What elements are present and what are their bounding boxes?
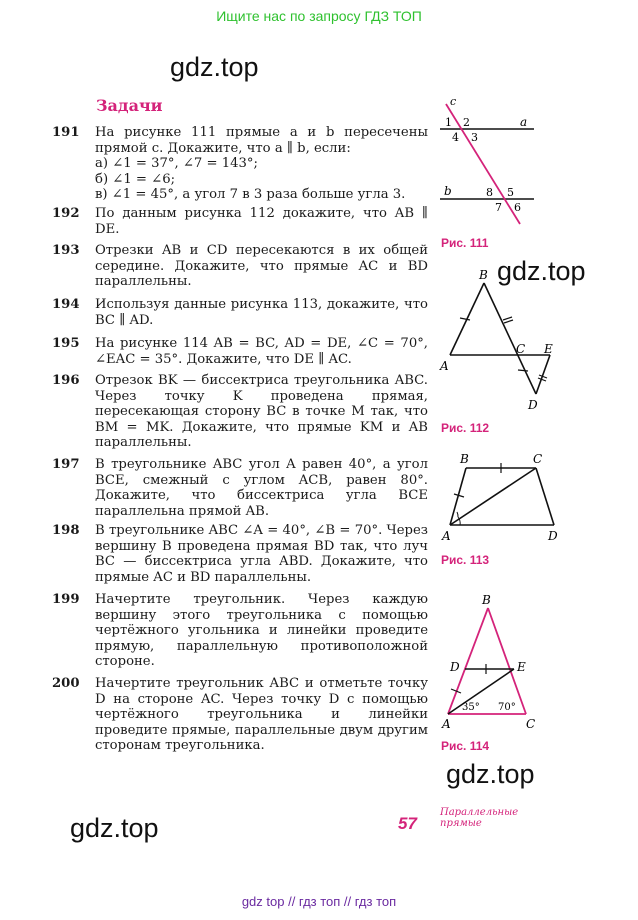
task-199: [52, 592, 428, 670]
task-193: [52, 243, 428, 290]
watermark: gdz.top: [170, 52, 259, 82]
watermark: gdz.top: [497, 256, 586, 286]
svg-text:A: A: [442, 717, 451, 731]
task-text: Используя данные рисунка 113, докажите, что BC ∥ AD.: [95, 297, 428, 328]
svg-text:C: C: [526, 717, 536, 731]
figure-113: [436, 450, 566, 546]
task-text: По данным рисунка 112 докажите, что AB ∥ DE.: [95, 206, 428, 237]
task-192: [52, 206, 428, 237]
label-a: a: [520, 115, 528, 129]
svg-text:A: A: [440, 359, 449, 373]
task-text: Отрезки AB и CD пересекаются в их общей середине. Докажите, что прямые AC и BD параллельны.: [95, 243, 428, 290]
angle-3: 3: [471, 131, 478, 144]
svg-text:D: D: [450, 660, 460, 674]
task-198: [52, 523, 428, 585]
task-191: [52, 125, 428, 203]
task-text: В треугольнике ABC ∠A = 40°, ∠B = 70°. Через вершину B проведена прямая BD так, что луч BC — биссектриса угла ABD. Докажите, что прямые AC и BD параллельны.: [95, 523, 428, 585]
caption-113: Рис. 113: [441, 553, 490, 567]
section-heading: Задачи: [96, 96, 163, 115]
section-name: Параллельные прямые: [440, 807, 519, 829]
task-number: 193: [52, 243, 80, 258]
svg-text:C: C: [516, 342, 526, 356]
task-text: В треугольнике ABC угол A равен 40°, а угол BCE, смежный с углом ACB, равен 80°. Докажите, что биссектриса угла BCE параллельна прямой AB.: [95, 457, 428, 519]
watermark: gdz.top: [70, 813, 159, 843]
task-196: [52, 373, 428, 451]
task-text: Отрезок BK — биссектриса треугольника ABC. Через точку K проведена прямая, пересекающая сторону BC в точке M так, что BM = MK. Докажите, что прямые KM и AB параллельны.: [95, 373, 428, 451]
task-number: 198: [52, 523, 80, 538]
page-number: 57: [398, 814, 417, 833]
figure-111: [438, 96, 538, 230]
svg-text:B: B: [479, 268, 488, 282]
angle-7: 7: [495, 201, 502, 214]
svg-text:E: E: [544, 342, 553, 356]
svg-text:B: B: [482, 593, 491, 607]
figure-112: [436, 266, 566, 414]
task-number: 192: [52, 206, 80, 221]
task-text: На рисунке 114 AB = BC, AD = DE, ∠C = 70°, ∠EAC = 35°. Докажите, что DE ∥ AC.: [95, 336, 428, 367]
task-number: 200: [52, 676, 80, 691]
task-number: 195: [52, 336, 80, 351]
angle-2: 2: [463, 116, 470, 129]
task-text: Начертите треугольник ABC и отметьте точку D на стороне AC. Через точку D с помощью чертёжного треугольника и линейки проведите прямые, параллельные двум другим сторонам треугольника.: [95, 676, 428, 754]
svg-text:D: D: [528, 398, 538, 412]
task-text: На рисунке 111 прямые a и b пересечены прямой c. Докажите, что a ∥ b, если: а) ∠1 = 37°, ∠7 = 143°; б) ∠1 = ∠6; в) ∠1 = 45°, а угол 7 в 3 раза больше угла 3.: [95, 125, 428, 203]
task-number: 191: [52, 125, 80, 140]
angle-4: 4: [452, 131, 459, 144]
watermark: gdz.top: [446, 759, 535, 789]
svg-text:E: E: [517, 660, 526, 674]
svg-text:A: A: [442, 529, 451, 543]
angle-1: 1: [445, 116, 452, 129]
svg-text:70°: 70°: [498, 702, 516, 713]
bottom-links[interactable]: gdz top // гдз топ // гдз топ: [241, 894, 397, 909]
task-number: 196: [52, 373, 80, 388]
task-number: 197: [52, 457, 80, 472]
task-200: [52, 676, 428, 754]
svg-text:C: C: [533, 452, 543, 466]
line-c: [446, 104, 520, 224]
task-197: [52, 457, 428, 519]
svg-text:D: D: [548, 529, 558, 543]
figure-114: [436, 590, 546, 738]
angle-6: 6: [514, 201, 521, 214]
angle-5: 5: [507, 186, 514, 199]
task-number: 199: [52, 592, 80, 607]
label-c: c: [450, 96, 457, 108]
svg-text:35°: 35°: [462, 702, 480, 713]
label-b: b: [444, 184, 452, 198]
task-195: [52, 336, 428, 367]
svg-text:B: B: [460, 452, 469, 466]
task-194: [52, 297, 428, 328]
angle-8: 8: [486, 186, 493, 199]
top-banner[interactable]: Ищите нас по запросу ГДЗ ТОП: [216, 8, 422, 24]
caption-114: Рис. 114: [441, 739, 490, 753]
caption-111: Рис. 111: [441, 236, 489, 250]
caption-112: Рис. 112: [441, 421, 490, 435]
task-number: 194: [52, 297, 80, 312]
task-text: Начертите треугольник. Через каждую вершину этого треугольника с помощью чертёжного угольника и линейки проведите прямую, параллельную противоположной стороне.: [95, 592, 428, 670]
